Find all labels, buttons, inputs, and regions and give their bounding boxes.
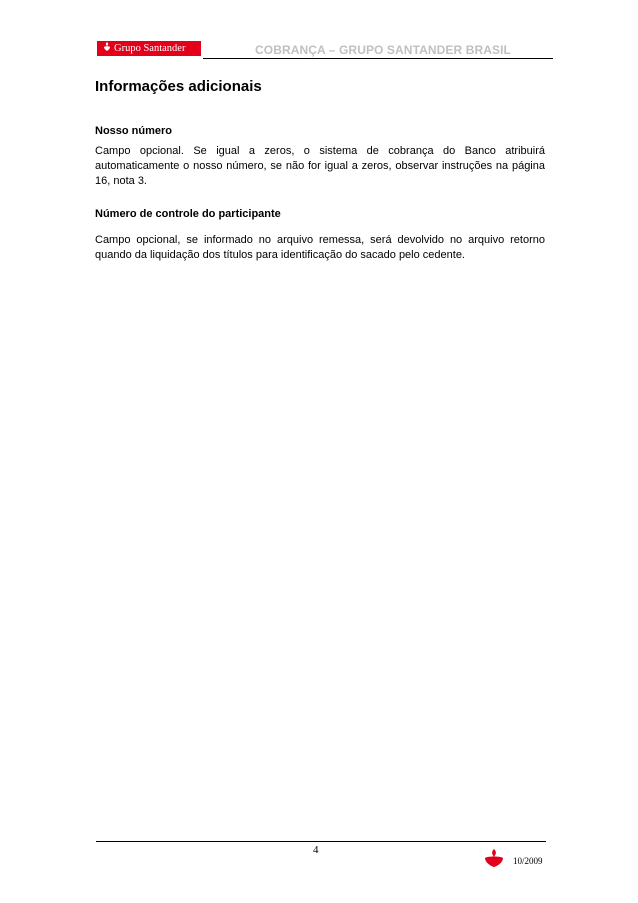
paragraph-nosso-numero: Campo opcional. Se igual a zeros, o sistema de cobrança do Banco atribuirá automaticamente o nosso número, se não for igual a zeros, observar instruções na página 16, nota 3.: [95, 145, 545, 187]
header-title: COBRANÇA – GRUPO SANTANDER BRASIL: [255, 43, 511, 57]
santander-flame-icon: [103, 41, 111, 56]
subheading-numero-controle: Número de controle do participante: [95, 208, 281, 220]
footer-date: 10/2009: [513, 856, 543, 866]
santander-logo: [97, 41, 201, 69]
subheading-nosso-numero: Nosso número: [95, 125, 173, 137]
page-number: 4: [313, 844, 319, 856]
section-title: Informações adicionais: [95, 78, 262, 95]
paragraph-numero-controle: Campo opcional, se informado no arquivo remessa, será devolvido no arquivo retorno quando da liquidação dos títulos para identificação do sacado pelo cedente.: [95, 234, 545, 261]
footer-divider: [96, 841, 546, 842]
santander-flame-icon: [483, 849, 505, 872]
header-divider: [203, 58, 553, 59]
logo-text: Grupo Santander Brasil: [103, 43, 186, 69]
